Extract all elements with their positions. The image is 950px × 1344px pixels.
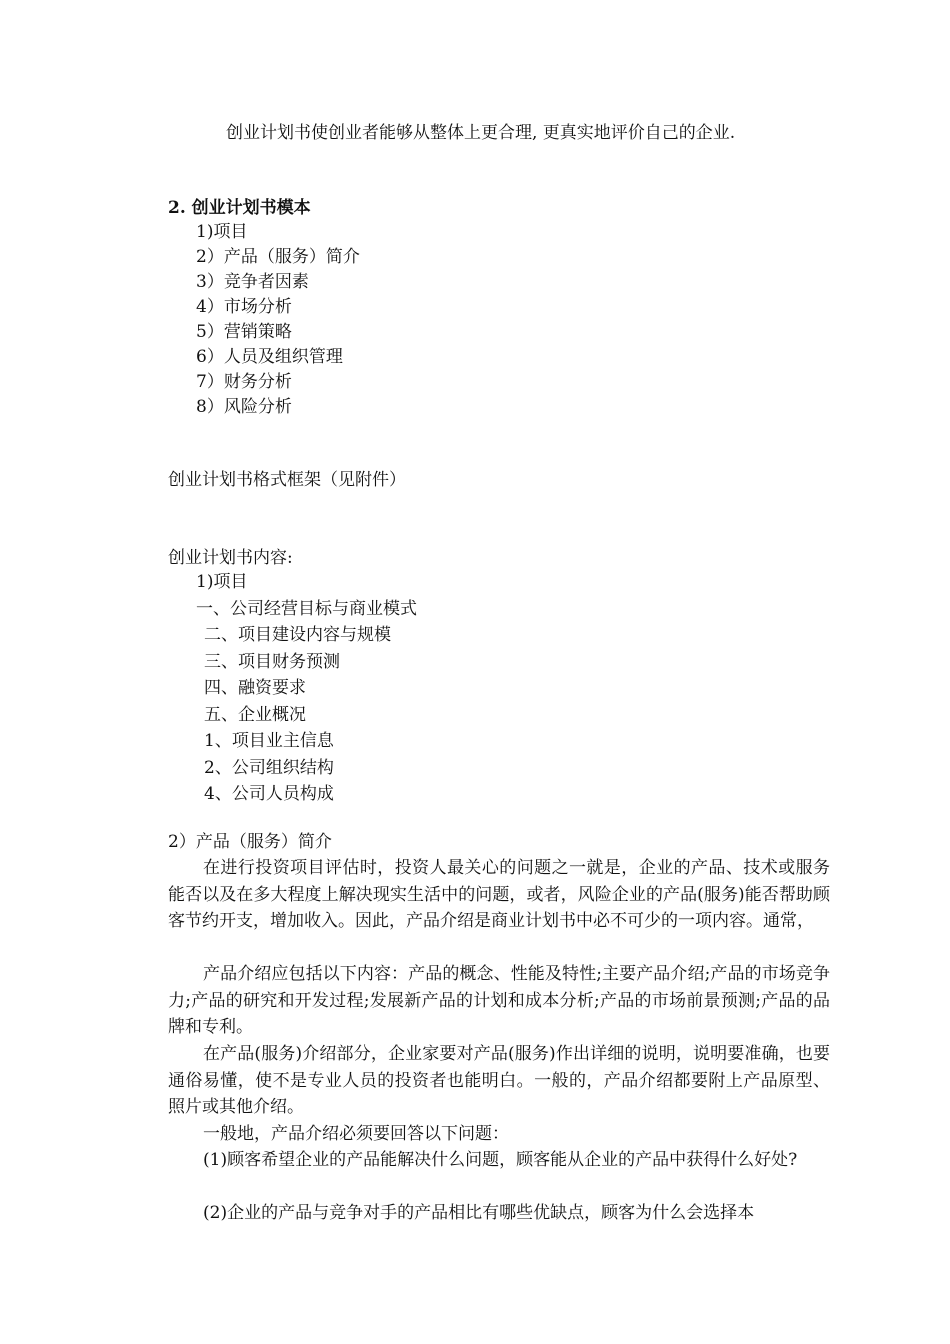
content-num-item: 2、公司组织结构 [204, 758, 334, 778]
product-heading: 2）产品（服务）简介 [168, 832, 332, 852]
template-item: 3）竞争者因素 [196, 272, 309, 292]
content-cn-item: 四、融资要求 [204, 678, 306, 698]
product-paragraph: 在进行投资项目评估时，投资人最关心的问题之一就是，企业的产品、技术或服务能否以及在多大程度上解决现实生活中的问题，或者，风险企业的产品(服务)能否帮助顾客节约开支，增加收入。因此，产品介绍是商业计划书中必不可少的一项内容。通常， [168, 858, 830, 931]
content-cn-item: 一、公司经营目标与商业模式 [196, 599, 417, 619]
product-paragraph: 一般地，产品介绍必须要回答以下问题： [203, 1124, 509, 1144]
content-item-project: 1)项目 [196, 572, 248, 592]
content-num-item: 1、项目业主信息 [204, 731, 334, 751]
content-heading: 创业计划书内容: [168, 548, 293, 568]
content-cn-item: 三、项目财务预测 [204, 652, 340, 672]
template-item: 1)项目 [196, 222, 248, 242]
template-item: 6）人员及组织管理 [196, 347, 343, 367]
format-note: 创业计划书格式框架（见附件） [168, 470, 406, 490]
product-paragraph: (1)顾客希望企业的产品能解决什么问题，顾客能从企业的产品中获得什么好处? [203, 1150, 798, 1170]
product-paragraph: (2)企业的产品与竞争对手的产品相比有哪些优缺点，顾客为什么会选择本 [203, 1203, 755, 1223]
product-paragraph: 在产品(服务)介绍部分，企业家要对产品(服务)作出详细的说明，说明要准确，也要通俗易懂，使不是专业人员的投资者也能明白。一般的，产品介绍都要附上产品原型、照片或其他介绍。 [168, 1044, 830, 1117]
content-cn-item: 五、企业概况 [204, 705, 306, 725]
template-item: 4）市场分析 [196, 297, 292, 317]
template-item: 8）风险分析 [196, 397, 292, 417]
content-num-item: 4、公司人员构成 [204, 784, 334, 804]
content-cn-item: 二、项目建设内容与规模 [204, 625, 391, 645]
intro-text: 创业计划书使创业者能够从整体上更合理, 更真实地评价自己的企业. [226, 123, 736, 143]
template-item: 5）营销策略 [196, 322, 292, 342]
template-item: 7）财务分析 [196, 372, 292, 392]
template-heading: 2. 创业计划书模本 [168, 198, 311, 218]
product-paragraph: 产品介绍应包括以下内容：产品的概念、性能及特性;主要产品介绍;产品的市场竞争力;产品的研究和开发过程;发展新产品的计划和成本分析;产品的市场前景预测;产品的品牌和专利。 [168, 964, 830, 1037]
template-item: 2）产品（服务）简介 [196, 247, 360, 267]
